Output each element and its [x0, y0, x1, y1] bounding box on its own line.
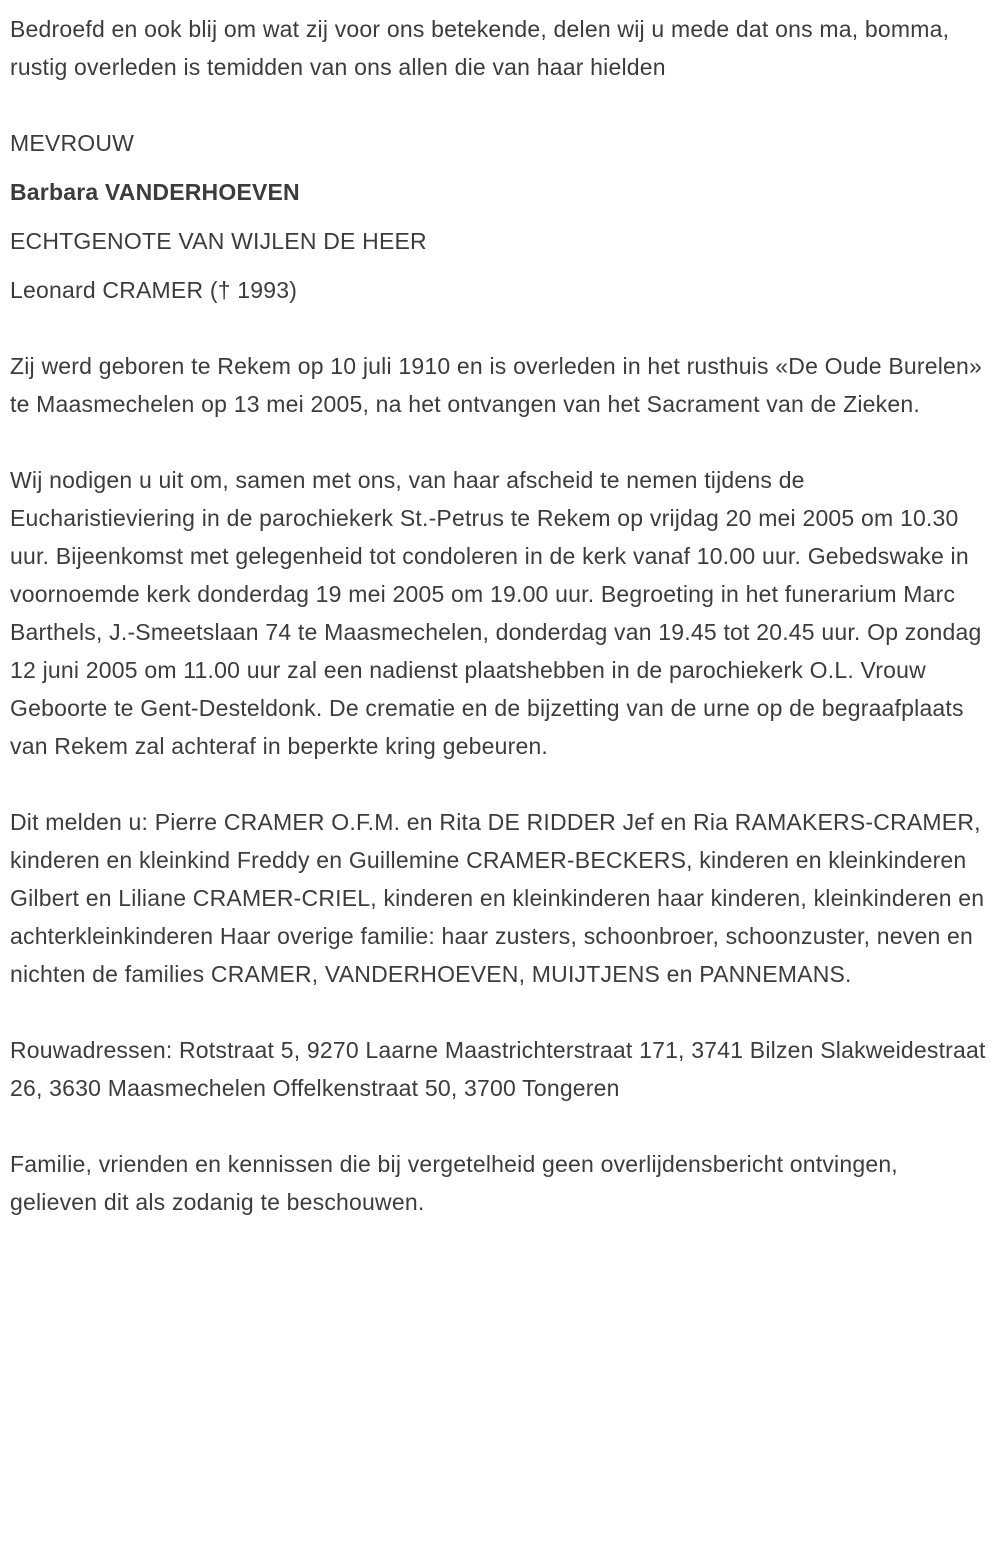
deceased-header [10, 124, 988, 309]
closing-paragraph: Familie, vrienden en kennissen die bij vergetelheid geen overlijdensbericht ontvingen, gelieven dit als zodanig te beschouwen. [10, 1151, 898, 1215]
service-details-paragraph: Wij nodigen u uit om, samen met ons, van haar afscheid te nemen tijdens de Eucharistieviering in de parochiekerk St.-Petrus te Rekem op vrijdag 20 mei 2005 om 10.30 uur. Bijeenkomst met gelegenheid tot condoleren in de kerk vanaf 10.00 uur. Gebedswake in voornoemde kerk donderdag 19 mei 2005 om 19.00 uur. Begroeting in het funerarium Marc Barthels, J.-Smeetslaan 74 te Maasmechelen, donderdag van 19.45 tot 20.45 uur. Op zondag 12 juni 2005 om 11.00 uur zal een nadienst plaatshebben in de parochiekerk O.L. Vrouw Geboorte te Gent-Desteldonk. De crematie en de bijzetting van de urne op de begraafplaats van Rekem zal achteraf in beperkte kring gebeuren. [10, 467, 982, 759]
deceased-name: Barbara VANDERHOEVEN [10, 179, 300, 205]
spouse-name-line: Leonard CRAMER († 1993) [10, 277, 298, 303]
birth-death-paragraph: Zij werd geboren te Rekem op 10 juli 1910 en is overleden in het rusthuis «De Oude Burelen» te Maasmechelen op 13 mei 2005, na het ontvangen van het Sacrament van de Zieken. [10, 353, 982, 417]
mourning-addresses-paragraph: Rouwadressen: Rotstraat 5, 9270 Laarne Maastrichterstraat 171, 3741 Bilzen Slakweidestraat 26, 3630 Maasmechelen Offelkenstraat 50, 3700 Tongeren [10, 1037, 986, 1101]
salutation-line: MEVROUW [10, 130, 135, 156]
spouse-intro-line: ECHTGENOTE VAN WIJLEN DE HEER [10, 228, 427, 254]
family-paragraph: Dit melden u: Pierre CRAMER O.F.M. en Rita DE RIDDER Jef en Ria RAMAKERS-CRAMER, kinderen en kleinkind Freddy en Guillemine CRAMER-BECKERS, kinderen en kleinkinderen Gilbert en Liliane CRAMER-CRIEL, kinderen en kleinkinderen haar kinderen, kleinkinderen en achterkleinkinderen Haar overige familie: haar zusters, schoonbroer, schoonzuster, neven en nichten de families CRAMER, VANDERHOEVEN, MUIJTJENS en PANNEMANS. [10, 809, 985, 987]
intro-paragraph: Bedroefd en ook blij om wat zij voor ons betekende, delen wij u mede dat ons ma, bomma, rustig overleden is temidden van ons allen die van haar hielden [10, 16, 950, 80]
